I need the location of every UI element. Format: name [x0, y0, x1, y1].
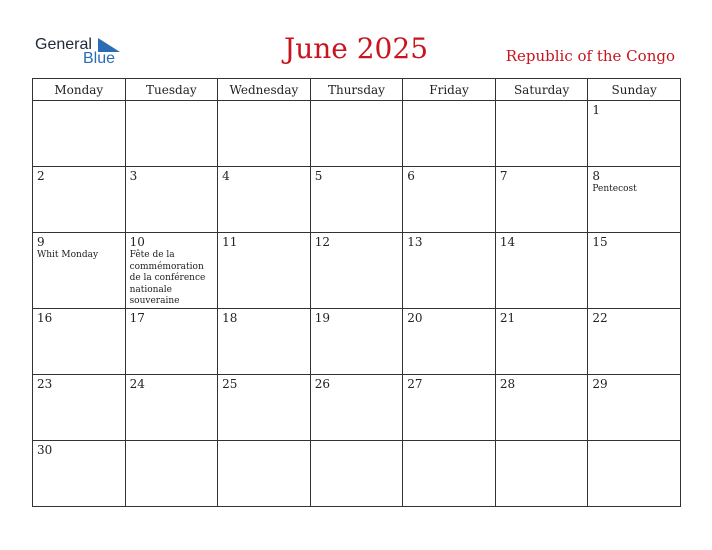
day-cell	[403, 167, 496, 233]
day-cell	[588, 233, 681, 309]
weekday-header: Saturday	[495, 79, 588, 101]
day-number: 15	[592, 235, 608, 249]
day-number: 19	[314, 310, 330, 325]
day-cell	[218, 440, 311, 506]
day-number: 9	[37, 235, 45, 249]
day-cell	[495, 374, 588, 440]
day-number: 17	[129, 310, 145, 325]
day-number: 14	[499, 235, 516, 249]
week-row	[33, 101, 681, 167]
day-cell	[495, 101, 588, 167]
holiday-label: Pentecost	[592, 184, 637, 194]
weekday-header: Tuesday	[125, 79, 218, 101]
day-cell	[125, 374, 218, 440]
day-cell	[310, 101, 403, 167]
day-cell	[495, 167, 588, 233]
day-number: 22	[592, 310, 608, 325]
weekday-header: Thursday	[310, 79, 403, 101]
calendar-title: June 2025	[283, 32, 429, 65]
logo-general-text: General	[35, 36, 92, 53]
week-row	[33, 308, 681, 374]
day-cell	[125, 233, 218, 309]
week-row	[33, 167, 681, 233]
day-cell	[33, 308, 126, 374]
day-cell	[310, 308, 403, 374]
day-number: 18	[222, 310, 238, 325]
day-cell	[33, 374, 126, 440]
week-row	[33, 440, 681, 506]
day-cell	[495, 233, 588, 309]
day-number: 6	[407, 169, 415, 183]
day-cell	[310, 233, 403, 309]
country-name: Republic of the Congo	[505, 47, 675, 65]
day-cell	[310, 167, 403, 233]
day-number: 30	[37, 442, 53, 457]
day-cell	[310, 374, 403, 440]
weekday-header-row	[33, 79, 681, 101]
day-cell	[218, 167, 311, 233]
day-number: 1	[592, 103, 601, 117]
day-cell	[403, 374, 496, 440]
day-number: 13	[407, 235, 423, 249]
logo-blue-text: Blue	[83, 50, 116, 67]
day-number: 11	[222, 235, 238, 249]
day-number: 7	[499, 169, 508, 183]
day-number: 2	[37, 169, 45, 183]
holiday-label: Fête de la commémoration de la conférence nationale souveraine	[129, 250, 206, 306]
day-cell	[403, 440, 496, 506]
day-number: 24	[129, 376, 145, 391]
day-cell	[588, 308, 681, 374]
day-number: 29	[592, 376, 608, 391]
day-cell	[125, 101, 218, 167]
weekday-header: Sunday	[588, 79, 681, 101]
day-number: 4	[222, 169, 230, 183]
day-number: 27	[407, 376, 423, 391]
day-cell	[125, 167, 218, 233]
day-cell	[588, 167, 681, 233]
day-number: 28	[499, 376, 516, 391]
weekday-header: Monday	[33, 79, 126, 101]
day-cell	[33, 440, 126, 506]
day-cell	[33, 101, 126, 167]
day-number: 26	[314, 376, 330, 391]
day-number: 12	[314, 235, 330, 249]
day-number: 21	[499, 310, 516, 325]
day-cell	[588, 440, 681, 506]
weekday-header: Friday	[403, 79, 496, 101]
day-cell	[218, 233, 311, 309]
holiday-label: Whit Monday	[37, 250, 99, 260]
day-number: 5	[314, 169, 323, 183]
day-number: 25	[222, 376, 238, 391]
day-cell	[403, 101, 496, 167]
day-cell	[125, 440, 218, 506]
week-row	[33, 374, 681, 440]
day-cell	[218, 374, 311, 440]
day-cell	[403, 308, 496, 374]
day-cell	[588, 101, 681, 167]
day-cell	[218, 308, 311, 374]
day-cell	[33, 233, 126, 309]
day-number: 3	[129, 169, 138, 183]
day-cell	[403, 233, 496, 309]
day-number: 20	[407, 310, 423, 325]
day-cell	[310, 440, 403, 506]
day-number: 16	[37, 310, 53, 325]
calendar-grid	[32, 78, 681, 507]
day-cell	[495, 308, 588, 374]
day-number: 10	[129, 235, 145, 249]
day-number: 23	[37, 376, 53, 391]
day-cell	[125, 308, 218, 374]
day-cell	[218, 101, 311, 167]
weekday-header: Wednesday	[218, 79, 311, 101]
day-cell	[588, 374, 681, 440]
week-row	[33, 233, 681, 309]
day-cell	[495, 440, 588, 506]
day-cell	[33, 167, 126, 233]
day-number: 8	[592, 169, 601, 183]
